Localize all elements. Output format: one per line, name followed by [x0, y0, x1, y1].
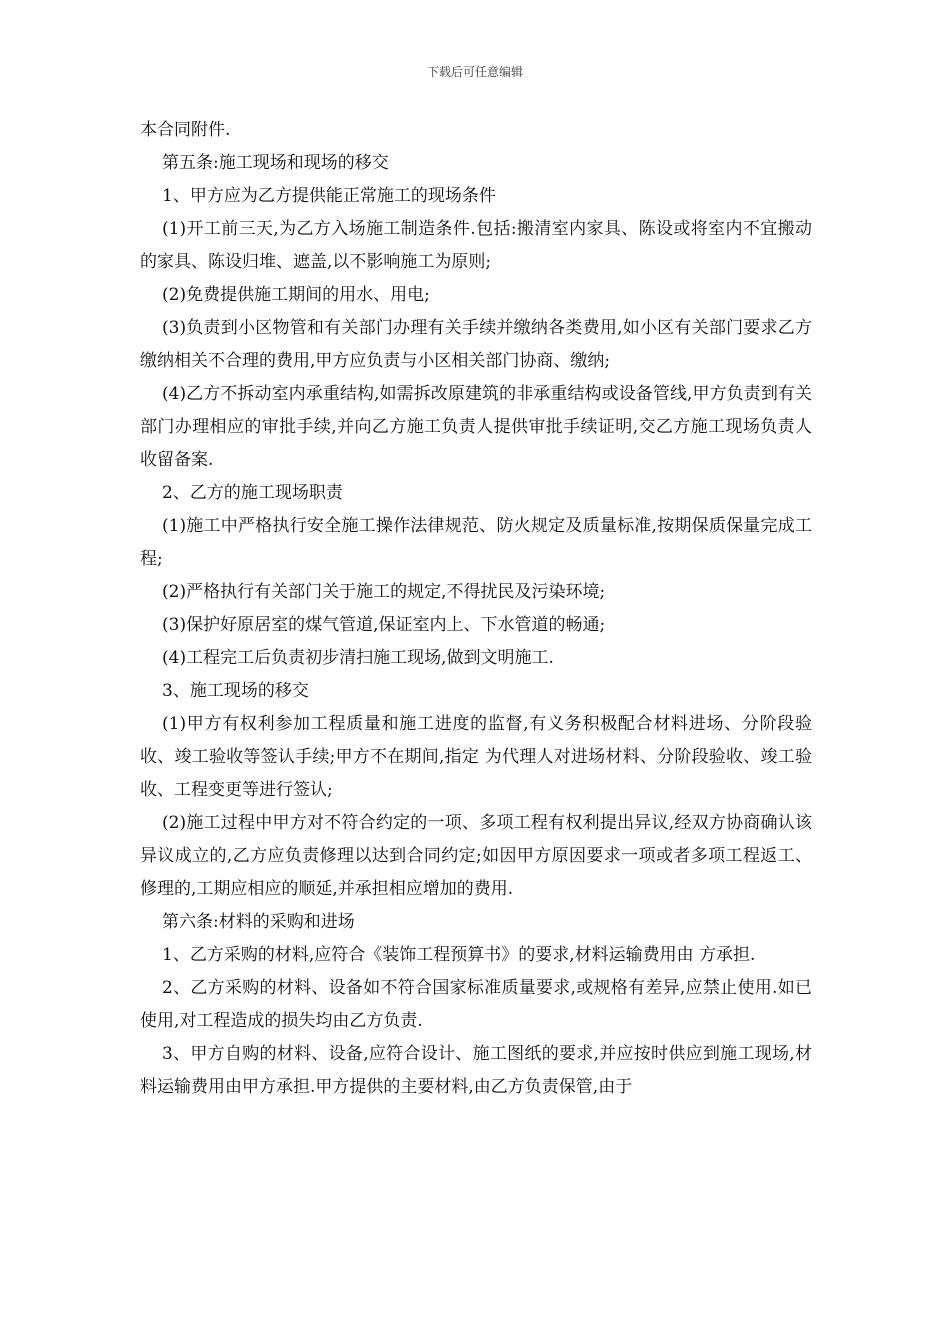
paragraph: (2)施工过程中甲方对不符合约定的一项、多项工程有权利提出异议,经双方协商确认该异议成立的,乙方应负责修理以达到合同约定;如因甲方原因要求一项或者多项工程返工、修理的,工期应相应的顺延,并承担相应增加的费用. [140, 813, 812, 899]
paragraph: (2)免费提供施工期间的用水、用电; [162, 285, 430, 305]
section-heading-6: 第六条:材料的采购和进场 [162, 912, 355, 932]
paragraph: (1)甲方有权利参加工程质量和施工进度的监督,有义务积极配合材料进场、分阶段验收、竣工验收等签认手续;甲方不在期间,指定 为代理人对进场材料、分阶段验收、竣工验收、工程变更等进行签认; [140, 714, 812, 800]
paragraph: (1)施工中严格执行安全施工操作法律规范、防火规定及质量标准,按期保质保量完成工程; [140, 516, 812, 569]
paragraph: 2、乙方采购的材料、设备如不符合国家标准质量要求,或规格有差异,应禁止使用.如已使用,对工程造成的损失均由乙方负责. [140, 978, 812, 1031]
paragraph: (3)负责到小区物管和有关部门办理有关手续并缴纳各类费用,如小区有关部门要求乙方缴纳相关不合理的费用,甲方应负责与小区相关部门协商、缴纳; [140, 318, 812, 371]
paragraph: 3、甲方自购的材料、设备,应符合设计、施工图纸的要求,并应按时供应到施工现场,材料运输费用由甲方承担.甲方提供的主要材料,由乙方负责保管,由于 [140, 1044, 812, 1097]
paragraph: (4)乙方不拆动室内承重结构,如需拆改原建筑的非承重结构或设备管线,甲方负责到有关部门办理相应的审批手续,并向乙方施工负责人提供审批手续证明,交乙方施工现场负责人收留备案. [140, 384, 812, 470]
section-heading-5: 第五条:施工现场和现场的移交 [162, 153, 389, 173]
paragraph: 3、施工现场的移交 [162, 681, 309, 701]
paragraph: 1、乙方采购的材料,应符合《装饰工程预算书》的要求,材料运输费用由 方承担. [162, 945, 756, 965]
paragraph: 1、甲方应为乙方提供能正常施工的现场条件 [162, 186, 496, 206]
page-header: 下载后可任意编辑 [426, 65, 523, 79]
paragraph: (1)开工前三天,为乙方入场施工制造条件.包括:搬清室内家具、陈设或将室内不宜搬动的家具、陈设归堆、遮盖,以不影响施工为原则; [140, 219, 812, 272]
paragraph: (2)严格执行有关部门关于施工的规定,不得扰民及污染环境; [162, 582, 606, 602]
document-body [140, 114, 812, 1104]
paragraph: 2、乙方的施工现场职责 [162, 483, 343, 503]
paragraph: 本合同附件. [140, 120, 231, 140]
paragraph: (3)保护好原居室的煤气管道,保证室内上、下水管道的畅通; [162, 615, 606, 635]
paragraph: (4)工程完工后负责初步清扫施工现场,做到文明施工. [162, 648, 554, 668]
